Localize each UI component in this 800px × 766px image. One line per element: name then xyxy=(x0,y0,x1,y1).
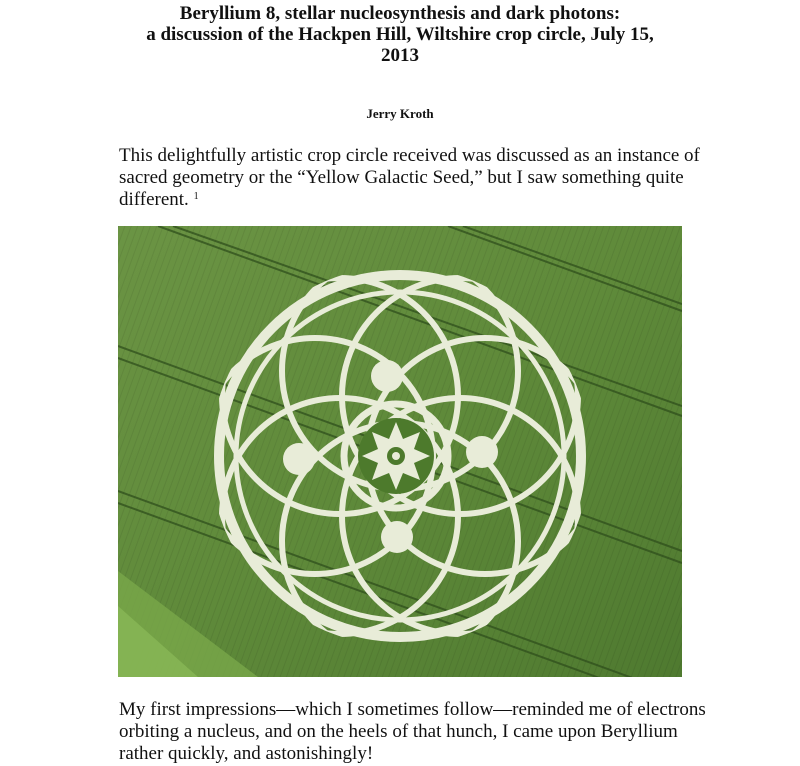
title-line-3: 2013 xyxy=(381,45,419,66)
formation-center xyxy=(344,404,448,508)
title-line-2: a discussion of the Hackpen Hill, Wiltshire crop circle, July 15, xyxy=(146,24,654,45)
paragraph-intro xyxy=(119,145,719,211)
footnote-marker: 1 xyxy=(193,191,199,202)
title-line-1: Beryllium 8, stellar nucleosynthesis and dark photons: xyxy=(179,3,621,24)
crop-circle-image xyxy=(118,226,682,677)
document-title xyxy=(60,3,740,66)
paragraph-impressions: My first impressions—which I sometimes follow—reminded me of electrons orbiting a nucleus, and on the heels of that hunch, I came upon Beryllium rather quickly, and astonishingly! xyxy=(119,699,706,764)
author-name: Jerry Kroth xyxy=(366,106,434,121)
paragraph-intro-text: This delightfully artistic crop circle received was discussed as an instance of sacred geometry or the “Yellow Galactic Seed,” but I saw something quite different. xyxy=(119,145,700,210)
crop-circle-photo xyxy=(118,226,682,677)
